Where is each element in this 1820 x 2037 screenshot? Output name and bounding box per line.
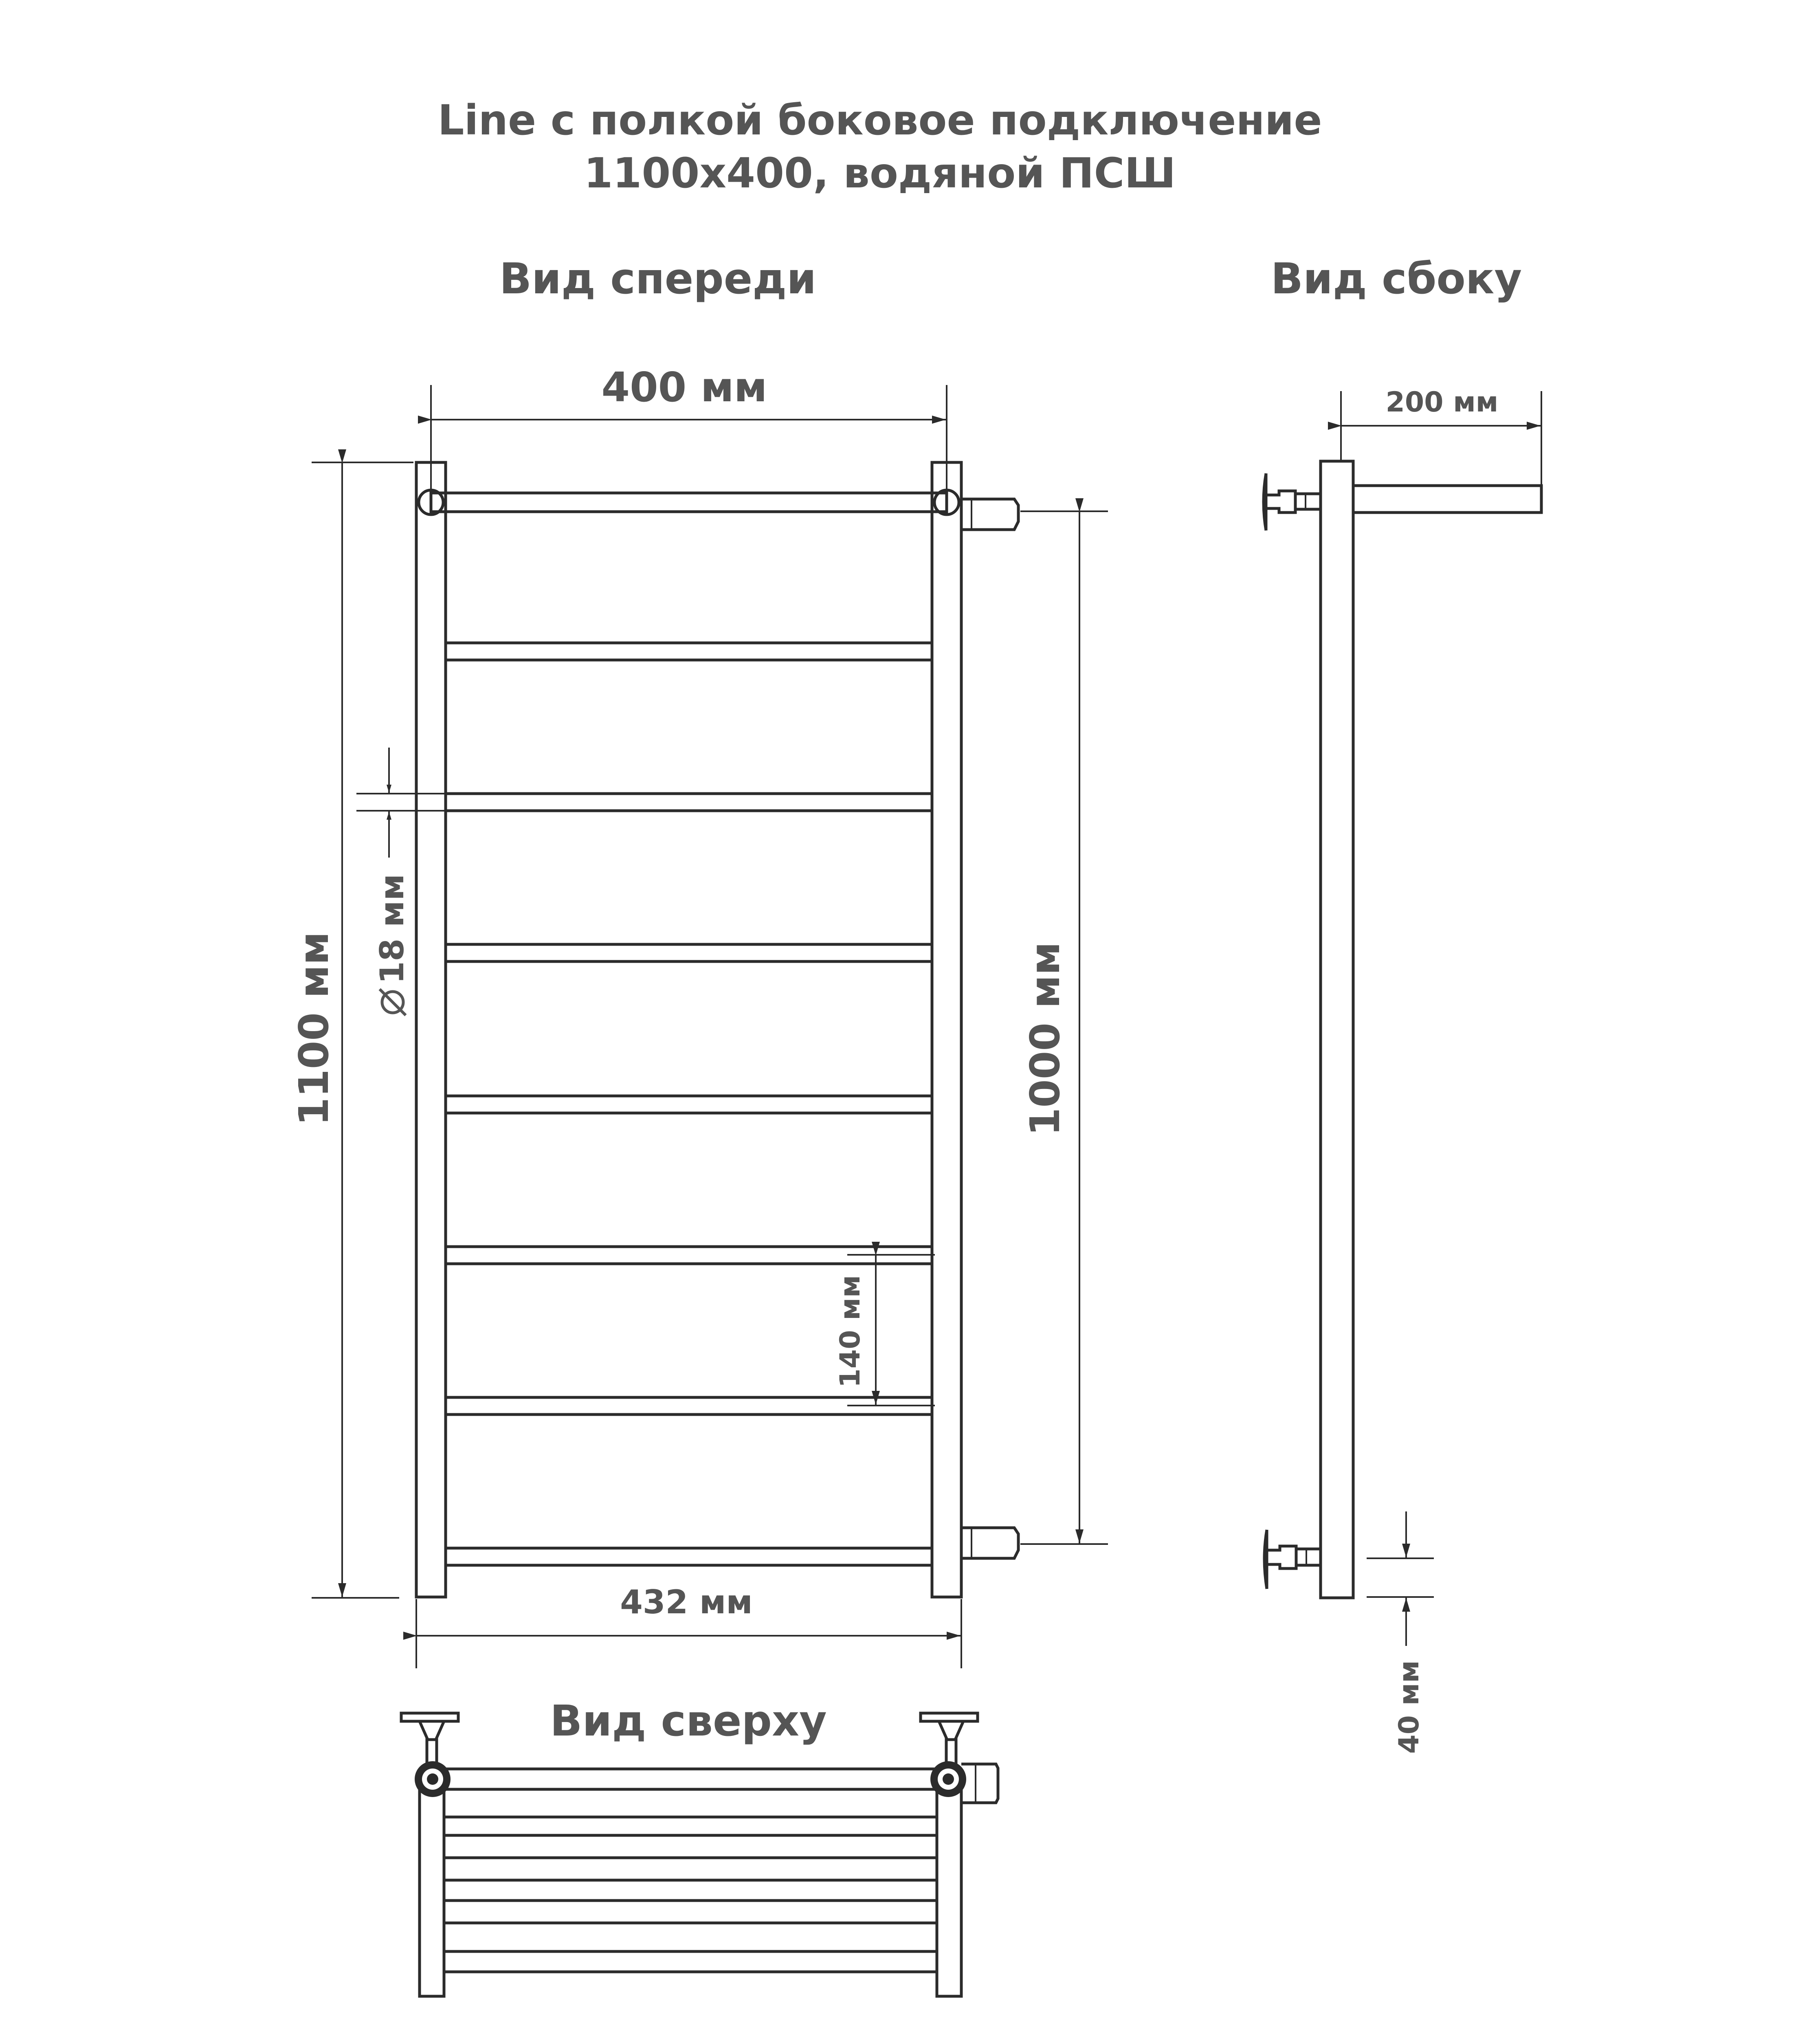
top-view — [401, 1713, 998, 1996]
dim-rung-spacing: 140 мм — [834, 1275, 866, 1388]
dim-width-total: 432 мм — [620, 1583, 753, 1621]
dim-wall-offset: 40 мм — [1393, 1660, 1425, 1754]
side-view-label: Вид сбоку — [1270, 254, 1522, 304]
top-shelf-bar — [431, 493, 947, 512]
top-right-post — [937, 1789, 961, 1996]
left-post — [416, 462, 446, 1597]
top-shelf-front — [433, 1769, 948, 1789]
front-view — [290, 363, 1108, 1668]
rung — [446, 794, 932, 811]
top-right-joint-icon — [930, 1761, 966, 1797]
side-post — [1321, 461, 1353, 1598]
rung — [446, 1096, 932, 1113]
lower-wall-bracket — [1264, 1530, 1321, 1589]
rung — [446, 944, 932, 961]
top-left-post — [420, 1789, 444, 1996]
dim-width-axis: 400 мм — [601, 363, 767, 411]
title-line-2: 1100х400, водяной ПСШ — [584, 149, 1176, 198]
rung — [446, 1548, 932, 1565]
top-view-label: Вид сверху — [550, 1696, 827, 1746]
svg-text:18 мм: 18 мм — [373, 874, 411, 984]
upper-connection-fitting — [961, 499, 1018, 530]
dim-connection-spacing: 1000 мм — [1021, 942, 1069, 1136]
title-line-1: Line с полкой боковое подключение — [437, 96, 1322, 145]
dim-height-total: 1100 мм — [290, 931, 338, 1126]
lower-connection-fitting — [961, 1528, 1018, 1558]
upper-wall-bracket — [1264, 473, 1321, 530]
dim-shelf-depth: 200 мм — [1385, 386, 1499, 418]
top-connection-fitting — [961, 1764, 998, 1803]
rung — [446, 643, 932, 660]
side-shelf — [1353, 486, 1541, 513]
top-left-joint-icon — [415, 1761, 451, 1797]
side-view — [1264, 386, 1541, 1754]
dim-pipe-diameter — [373, 874, 411, 1015]
right-post — [932, 462, 961, 1597]
front-view-label: Вид спереди — [499, 254, 817, 304]
